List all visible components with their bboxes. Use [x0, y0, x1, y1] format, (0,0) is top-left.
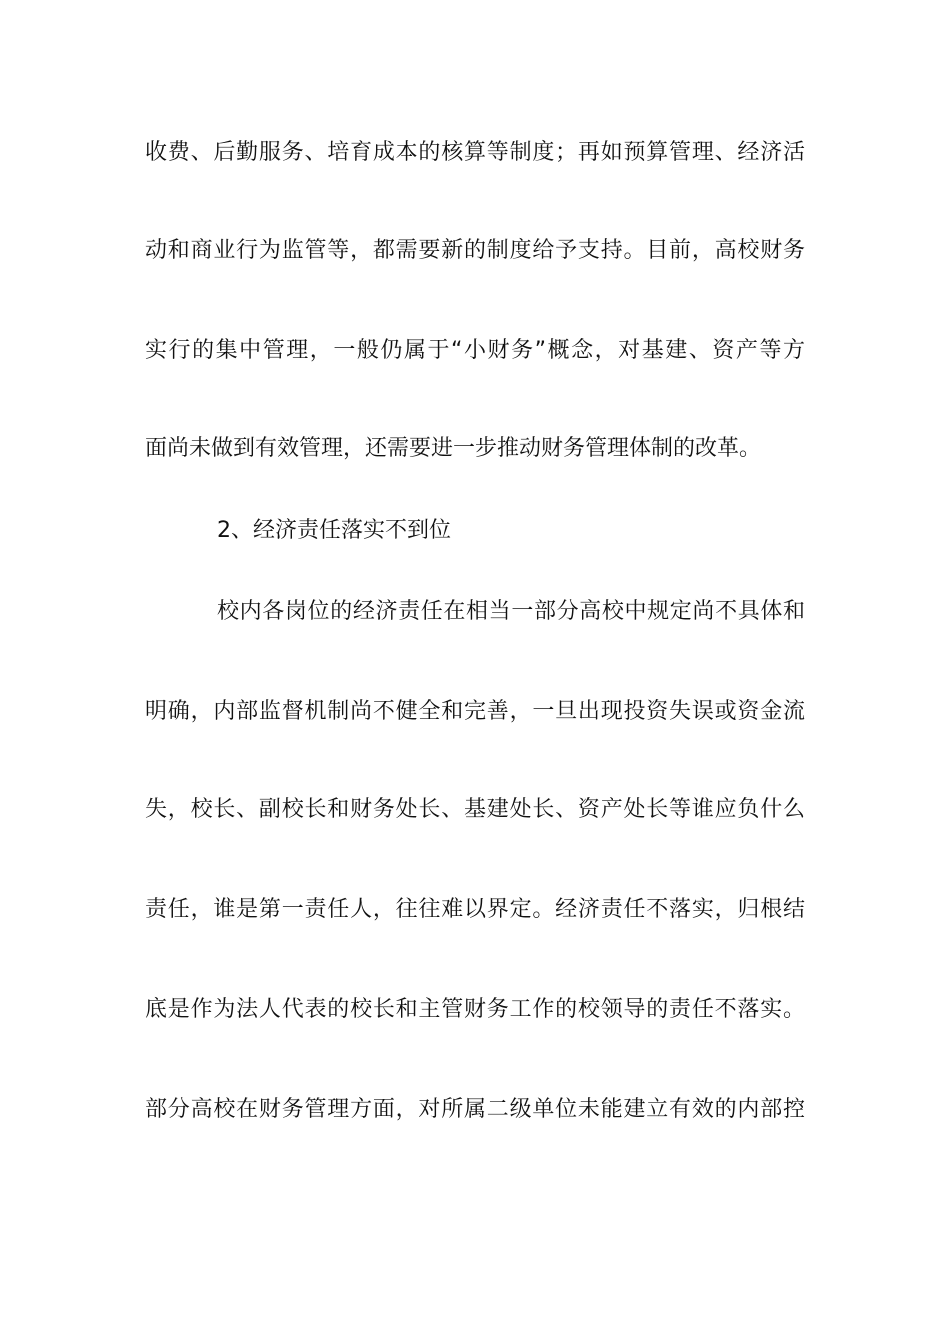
paragraph-1-line-4: 面尚未做到有效管理，还需要进一步推动财务管理体制的改革。 [145, 436, 762, 461]
section-heading: 2、经济责任落实不到位 [217, 518, 451, 543]
paragraph-2-line-4: 责任，谁是第一责任人，往往难以界定。经济责任不落实，归根结 [145, 897, 805, 922]
paragraph-2-line-6: 部分高校在财务管理方面，对所属二级单位未能建立有效的内部控 [145, 1097, 805, 1122]
paragraph-1-line-3: 实行的集中管理，一般仍属于“小财务”概念，对基建、资产等方 [145, 338, 805, 363]
paragraph-1-line-2: 动和商业行为监管等，都需要新的制度给予支持。目前，高校财务 [145, 238, 805, 263]
paragraph-2-line-2: 明确，内部监督机制尚不健全和完善，一旦出现投资失误或资金流 [145, 699, 805, 724]
paragraph-2-line-5: 底是作为法人代表的校长和主管财务工作的校领导的责任不落实。 [145, 997, 805, 1022]
paragraph-2-line-3: 失，校长、副校长和财务处长、基建处长、资产处长等谁应负什么 [145, 797, 805, 822]
paragraph-1-line-1: 收费、后勤服务、培育成本的核算等制度；再如预算管理、经济活 [145, 140, 805, 165]
paragraph-2-line-1: 校内各岗位的经济责任在相当一部分高校中规定尚不具体和 [217, 599, 805, 624]
